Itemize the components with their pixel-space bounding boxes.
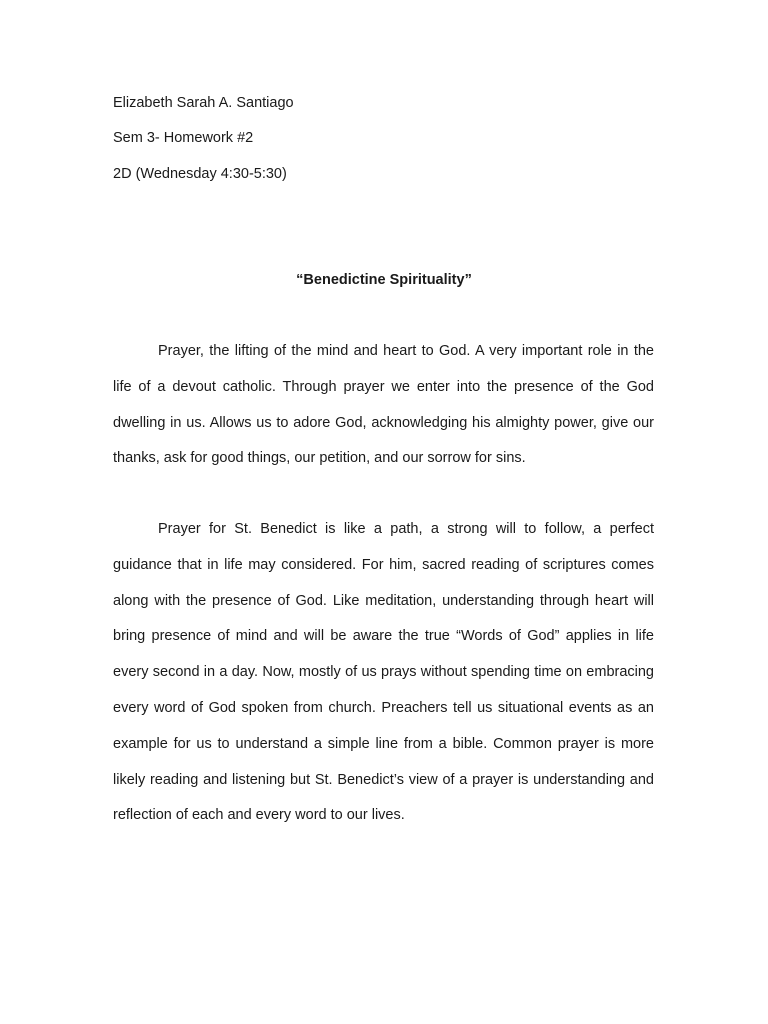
author-name: Elizabeth Sarah A. Santiago (113, 95, 294, 111)
paragraph-2: Prayer for St. Benedict is like a path, a strong will to follow, a perfect guidance that in life may considered. For him, sacred reading of scriptures comes along with the presence of God. Like meditation, understanding through heart will bring presence of mind and will be aware the true “Words of God” applies in life every second in a day. Now, mostly of us prays without spending time on embracing every word of God spoken from church. Preachers tell us situational events as an example for us to understand a simple line from a bible. Common prayer is more likely reading and listening but St. Benedict’s view of a prayer is understanding and reflection of each and every word to our lives. (113, 521, 654, 824)
class-section: 2D (Wednesday 4:30-5:30) (113, 166, 287, 182)
essay-title: “Benedictine Spirituality” (296, 272, 472, 288)
paragraph-1: Prayer, the lifting of the mind and heart to God. A very important role in the life of a devout catholic. Through prayer we enter into the presence of the God dwelling in us. Allows us to adore God, acknowledging his almighty power, give our thanks, ask for good things, our petition, and our sorrow for sins. (113, 343, 654, 467)
assignment-label: Sem 3- Homework #2 (113, 130, 254, 146)
